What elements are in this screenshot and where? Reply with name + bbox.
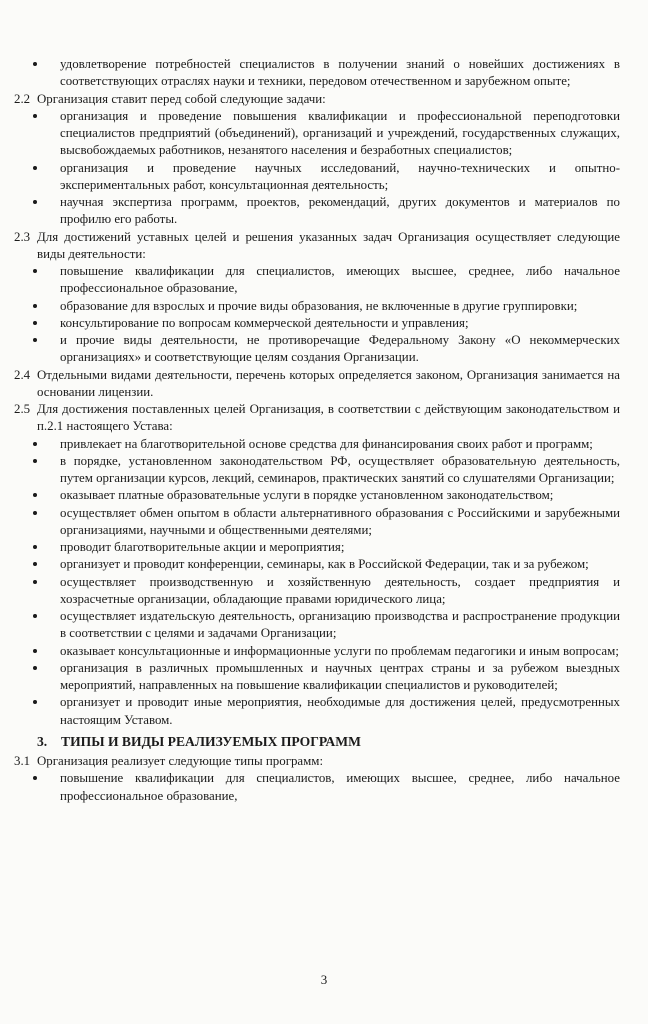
list-item: организация и проведение научных исследований, научно-технических и опытно-экспериментальных работ, консультационная деятельность; — [14, 160, 620, 195]
bullet-icon — [33, 666, 37, 670]
bullet-icon — [33, 614, 37, 618]
list-item: осуществляет обмен опытом в области альтернативного образования с Российскими и зарубежными организациями, научными и общественными деятелями; — [14, 505, 620, 540]
list-item: в порядке, установленном законодательством РФ, осуществляет образовательную деятельность, путем организации курсов, лекций, семинаров, практических занятий со слушателями Организации; — [14, 453, 620, 488]
bullet-icon — [33, 269, 37, 273]
list-item: организация в различных промышленных и научных центрах страны и за рубежом выездных мероприятий, направленных на повышение квалификации специалистов и руководителей; — [14, 660, 620, 695]
bullet-icon — [33, 200, 37, 204]
list-item: и прочие виды деятельности, не противоречащие Федеральному Закону «О некоммерческих организациях» и соответствующие целям создания Организации. — [14, 332, 620, 367]
bullet-icon — [33, 580, 37, 584]
clause-2-4 — [14, 367, 620, 402]
bullet-icon — [33, 649, 37, 653]
bullet-icon — [33, 114, 37, 118]
document-body — [14, 56, 620, 805]
bullet-icon — [33, 700, 37, 704]
bullet-icon — [33, 166, 37, 170]
list-item: организация и проведение повышения квалификации и профессиональной переподготовки специалистов предприятий (объединений), организаций и учреждений, государственных служащих, высвобождаемых работников, незанятого населения и безработных специалистов; — [14, 108, 620, 160]
page-number: 3 — [320, 972, 328, 987]
section-number: 3. — [37, 733, 48, 749]
bullet-icon — [33, 545, 37, 549]
clause-text: Организация реализует следующие типы программ: — [37, 754, 324, 768]
list-item: научная экспертиза программ, проектов, рекомендаций, других документов и материалов по профилю его работы. — [14, 194, 620, 229]
bullet-icon — [33, 459, 37, 463]
bullet-icon — [33, 511, 37, 515]
clause-3-1 — [14, 753, 620, 770]
clause-number: 2.2 — [14, 91, 31, 106]
clause-number: 2.3 — [14, 229, 31, 244]
list-item: осуществляет издательскую деятельность, организацию производства и распространение продукции в соответствии с целями и задачами Организации; — [14, 608, 620, 643]
bullet-icon — [33, 562, 37, 566]
bullet-icon — [33, 62, 37, 66]
section-title: ТИПЫ И ВИДЫ РЕАЛИЗУЕМЫХ ПРОГРАММ — [61, 733, 361, 749]
list-item: привлекает на благотворительной основе средства для финансирования своих работ и программ; — [14, 436, 620, 453]
clause-text: Для достижения поставленных целей Организация, в соответствии с действующим законодательством и п.2.1 настоящего Устава: — [37, 402, 620, 434]
list-item: оказывает консультационные и информационные услуги по проблемам педагогики и иным вопросам; — [14, 643, 620, 660]
list-item: организует и проводит иные мероприятия, необходимые для достижения целей, предусмотренных настоящим Уставом. — [14, 694, 620, 729]
clause-2-5 — [14, 401, 620, 436]
bullet-icon — [33, 493, 37, 497]
clause-text: Отдельными видами деятельности, перечень которых определяется законом, Организация занимается на основании лицензии. — [37, 367, 620, 399]
bullet-icon — [33, 338, 37, 342]
clause-text: Для достижений уставных целей и решения указанных задач Организация осуществляет следующие виды деятельности: — [37, 229, 620, 261]
clause-number: 2.4 — [14, 367, 31, 382]
clause-2-3 — [14, 229, 620, 264]
list-item: повышение квалификации для специалистов, имеющих высшее, среднее, либо начальное профессиональное образование, — [14, 263, 620, 298]
list-item: оказывает платные образовательные услуги в порядке установленном законодательством; — [14, 487, 620, 504]
list-item: организует и проводит конференции, семинары, как в Российской Федерации, так и за рубежом; — [14, 556, 620, 573]
clause-number: 3.1 — [14, 754, 31, 768]
clause-text: Организация ставит перед собой следующие задачи: — [37, 91, 326, 106]
list-item: проводит благотворительные акции и мероприятия; — [14, 539, 620, 556]
section-heading — [14, 733, 620, 750]
bullet-icon — [33, 321, 37, 325]
list-item: повышение квалификации для специалистов, имеющих высшее, среднее, либо начальное профессиональное образование, — [14, 770, 620, 805]
bullet-icon — [33, 442, 37, 446]
bullet-icon — [33, 304, 37, 308]
list-item: образование для взрослых и прочие виды образования, не включенные в другие группировки; — [14, 298, 620, 315]
bullet-icon — [33, 776, 37, 780]
list-item: удовлетворение потребностей специалистов в получении знаний о новейших достижениях в соответствующих отраслях науки и техники, передовом отечественном и зарубежном опыте; — [14, 56, 620, 91]
clause-2-2 — [14, 91, 620, 108]
list-item: консультирование по вопросам коммерческой деятельности и управления; — [14, 315, 620, 332]
clause-number: 2.5 — [14, 402, 31, 416]
list-item: осуществляет производственную и хозяйственную деятельность, создает предприятия и хозрасчетные организации, обладающие правами юридического лица; — [14, 574, 620, 609]
